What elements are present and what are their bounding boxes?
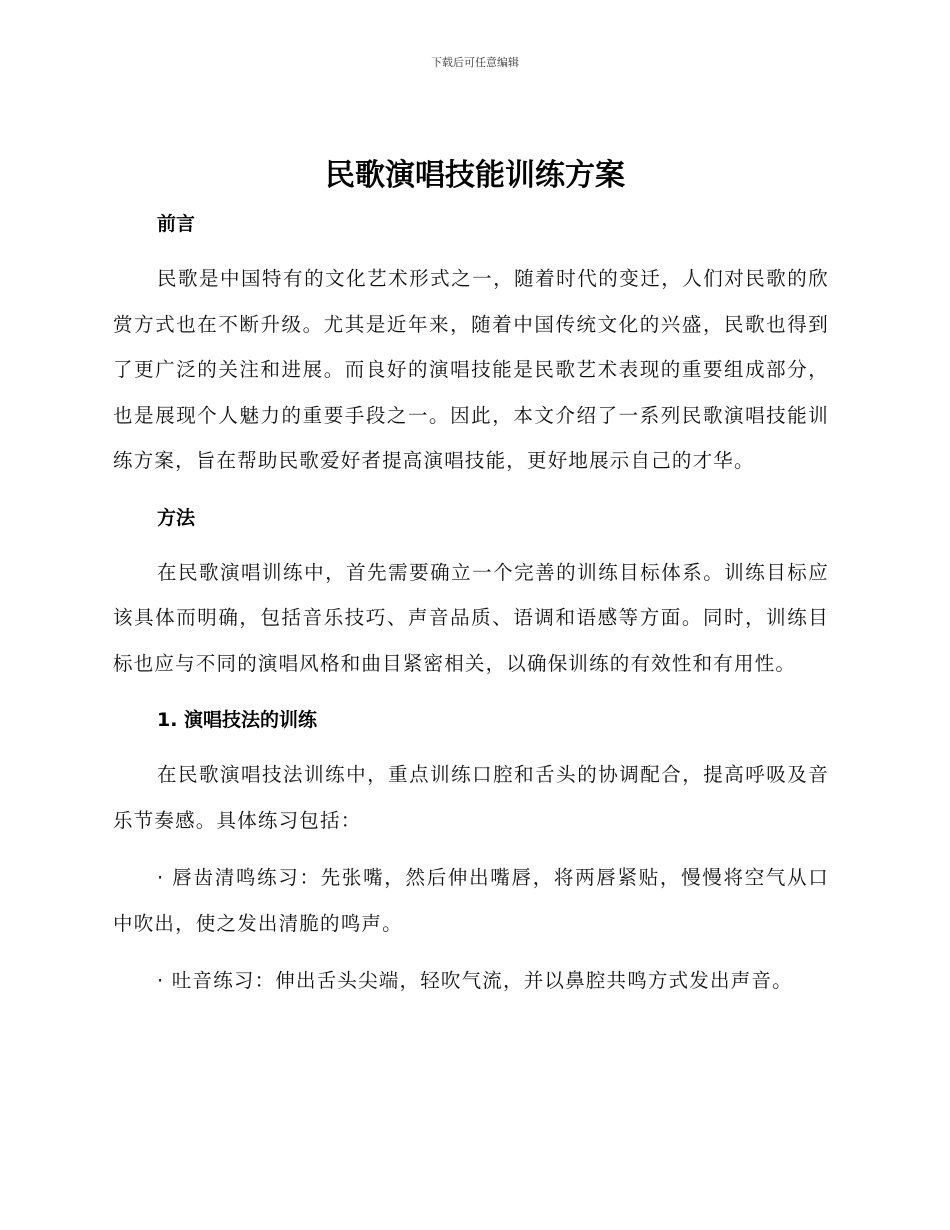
header-note: 下载后可任意编辑 xyxy=(431,56,519,69)
paragraph: 在民歌演唱技法训练中，重点训练口腔和舌头的协调配合，提高呼吸及音乐节奏感。具体练习包括： xyxy=(113,763,829,832)
document-body xyxy=(113,202,829,1004)
bullet-item: · 吐音练习：伸出舌头尖端，轻吹气流，并以鼻腔共鸣方式发出声音。 xyxy=(157,969,793,992)
bullet-item: · 唇齿清鸣练习：先张嘴，然后伸出嘴唇，将两唇紧贴，慢慢将空气从口中吹出，使之发出清脆的鸣声。 xyxy=(113,866,829,935)
section-heading-preface: 前言 xyxy=(157,213,196,235)
section-heading-technique-training: 1. 演唱技法的训练 xyxy=(157,709,318,731)
document-title: 民歌演唱技能训练方案 xyxy=(325,158,625,193)
paragraph: 在民歌演唱训练中，首先需要确立一个完善的训练目标体系。训练目标应该具体而明确，包括音乐技巧、声音品质、语调和语感等方面。同时，训练目标也应与不同的演唱风格和曲目紧密相关，以确保训练的有效性和有用性。 xyxy=(113,560,829,675)
paragraph: 民歌是中国特有的文化艺术形式之一，随着时代的变迁，人们对民歌的欣赏方式也在不断升级。尤其是近年来，随着中国传统文化的兴盛，民歌也得到了更广泛的关注和进展。而良好的演唱技能是民歌艺术表现的重要组成部分，也是展现个人魅力的重要手段之一。因此，本文介绍了一系列民歌演唱技能训练方案，旨在帮助民歌爱好者提高演唱技能，更好地展示自己的才华。 xyxy=(113,267,829,472)
section-heading-method: 方法 xyxy=(157,506,196,529)
